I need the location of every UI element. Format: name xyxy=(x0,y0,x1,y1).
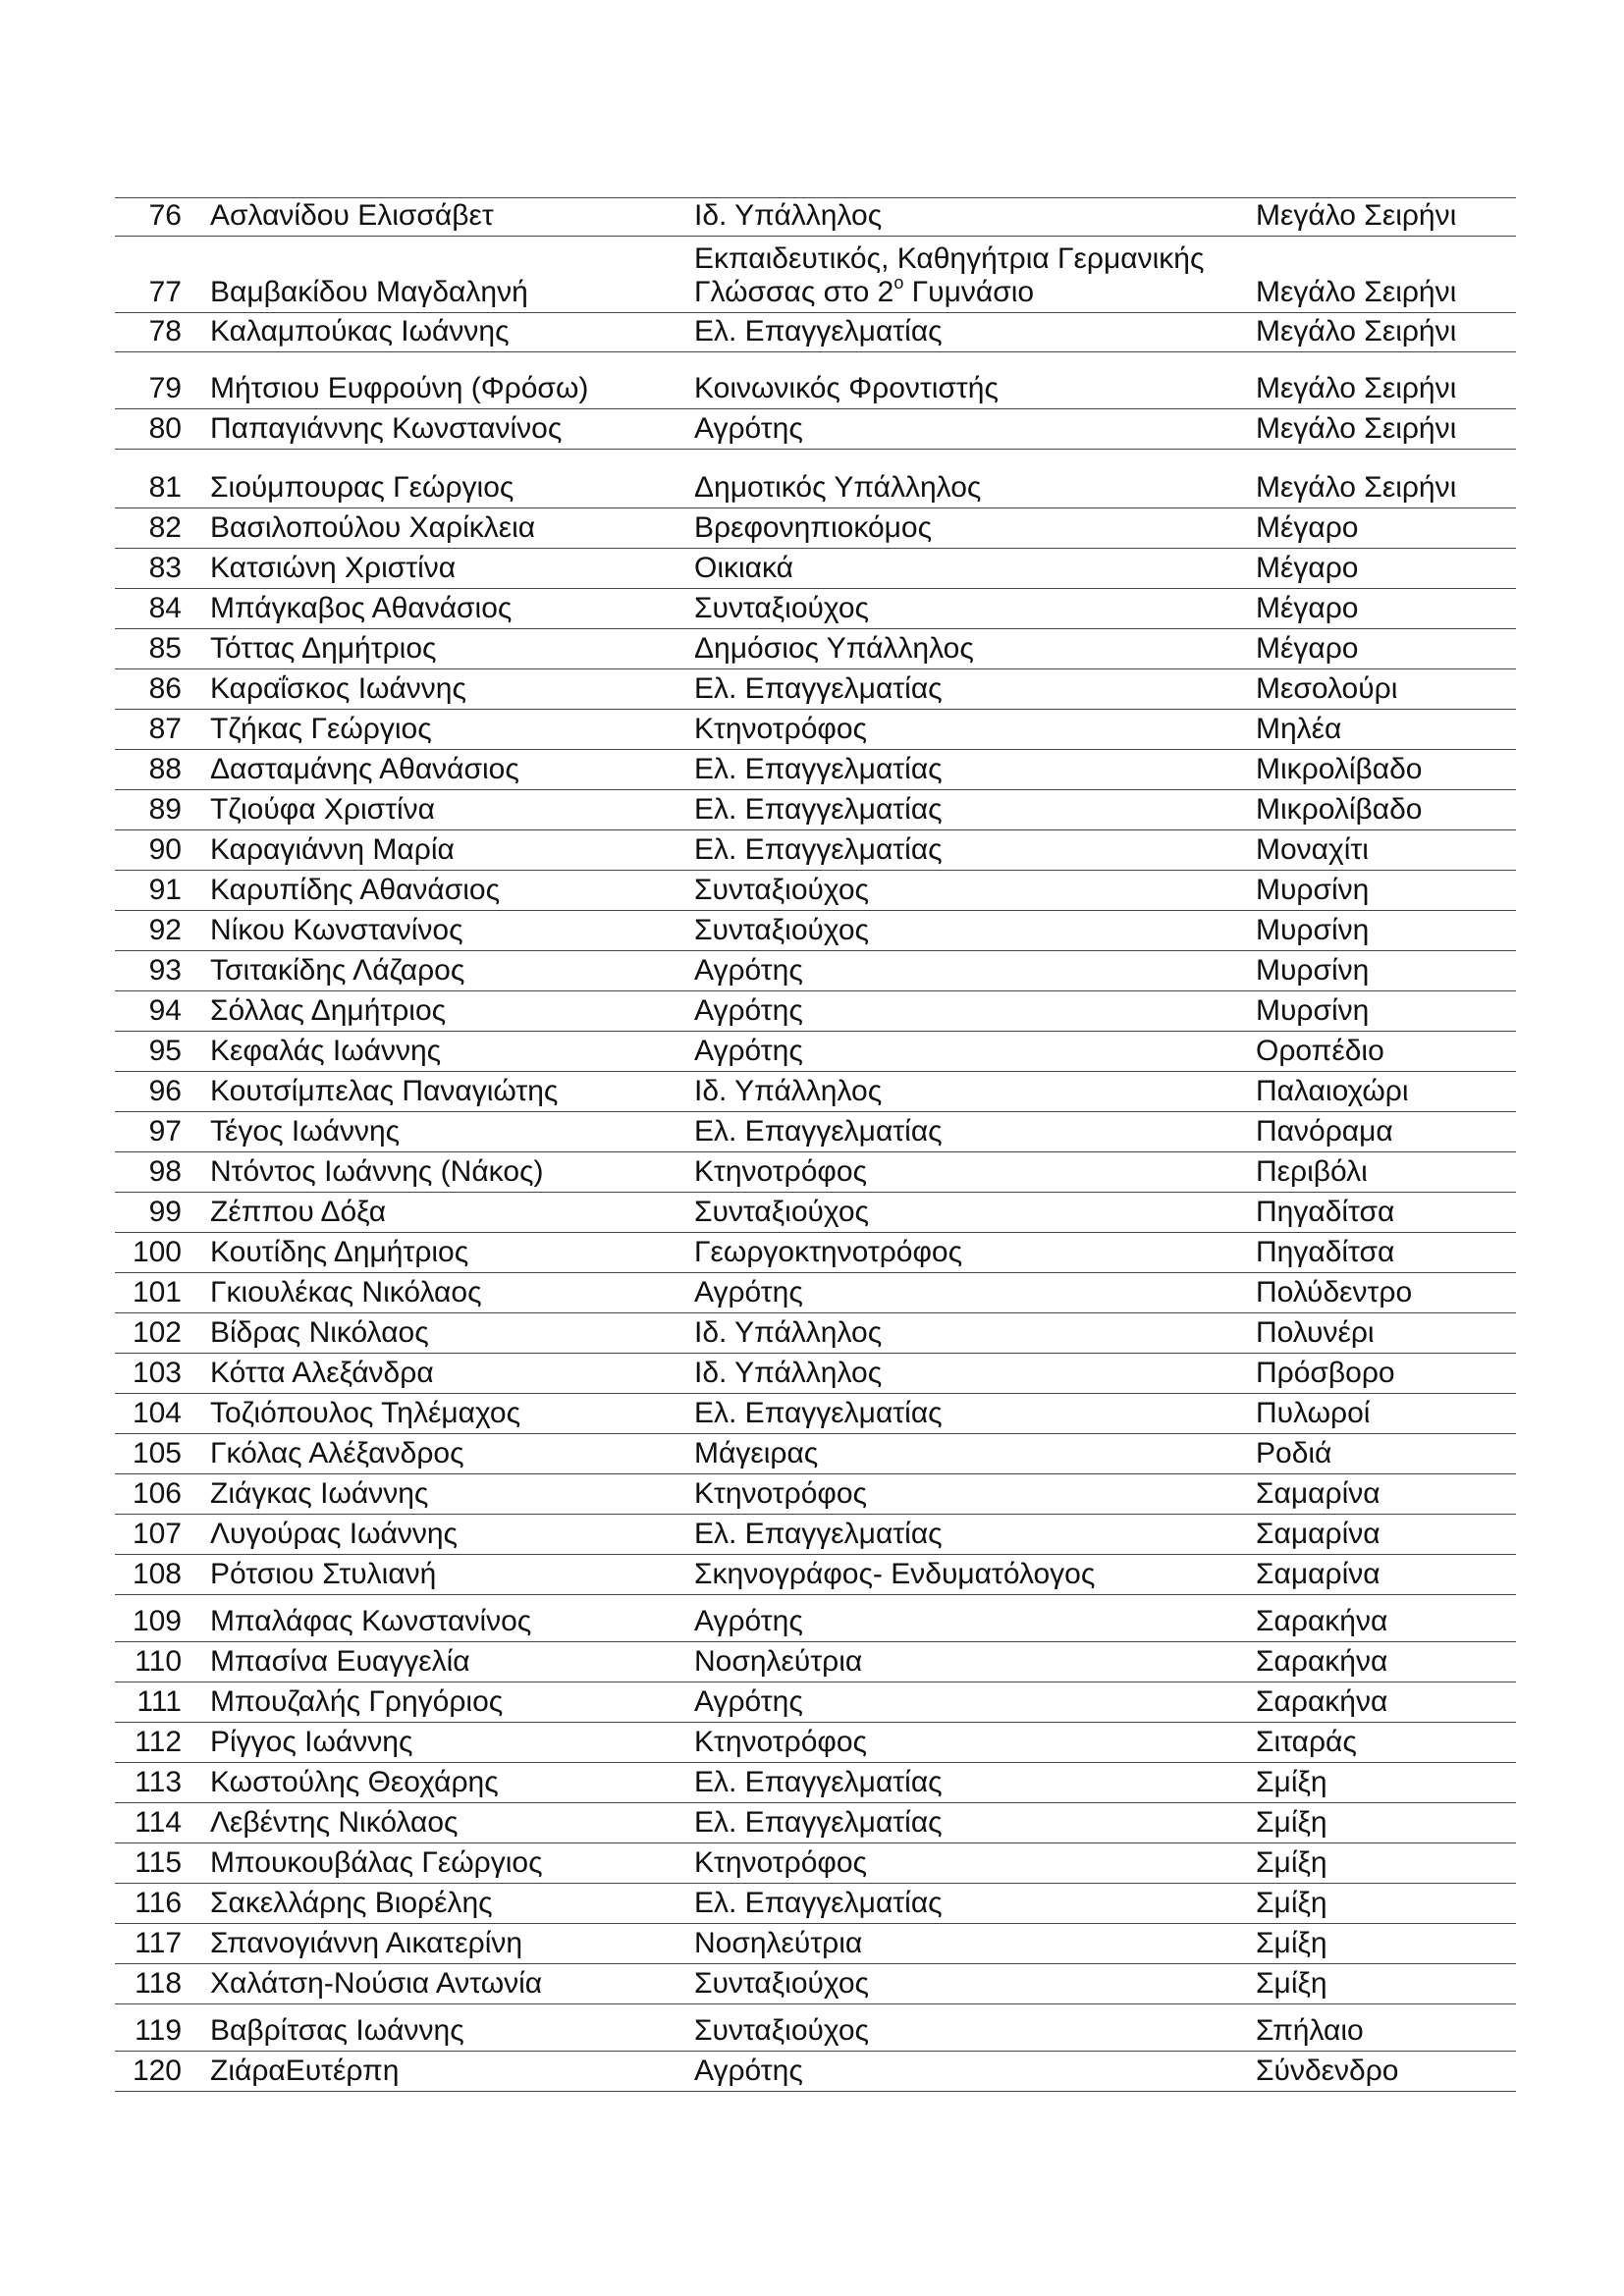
table-row xyxy=(115,1394,1516,1434)
row-occupation: Γεωργοκτηνοτρόφος xyxy=(694,1236,963,1268)
row-number: 76 xyxy=(148,199,182,232)
row-number: 93 xyxy=(148,954,182,987)
members-table xyxy=(115,197,1516,2092)
row-number: 99 xyxy=(148,1196,182,1228)
table-row xyxy=(115,352,1516,409)
row-number: 78 xyxy=(148,315,182,347)
row-location: Μυρσίνη xyxy=(1256,994,1370,1027)
row-name: Ντόντος Ιωάννης (Νάκος) xyxy=(210,1155,544,1188)
row-occupation: Δημοτικός Υπάλληλος xyxy=(694,471,982,504)
table-row xyxy=(115,1555,1516,1595)
row-occupation: Κτηνοτρόφος xyxy=(694,1846,868,1879)
table-row xyxy=(115,313,1516,352)
row-occupation: Ιδ. Υπάλληλος xyxy=(694,1316,883,1349)
row-name: Χαλάτση-Νούσια Αντωνία xyxy=(210,1967,543,2000)
row-location: Σμίξη xyxy=(1256,1927,1327,1959)
row-occupation xyxy=(694,242,1204,309)
row-location: Μικρολίβαδο xyxy=(1256,793,1423,826)
row-location: Μηλέα xyxy=(1256,713,1342,745)
row-location: Μεγάλο Σειρήνι xyxy=(1256,276,1457,308)
row-number: 90 xyxy=(148,833,182,866)
row-occupation: Ελ. Επαγγελματίας xyxy=(694,672,943,705)
row-number: 82 xyxy=(148,511,182,544)
row-location: Σαρακήνα xyxy=(1256,1685,1388,1718)
row-number: 108 xyxy=(132,1558,182,1590)
table-row xyxy=(115,1964,1516,2004)
table-row xyxy=(115,629,1516,669)
table-row xyxy=(115,508,1516,549)
row-number: 101 xyxy=(132,1276,182,1308)
row-occupation: Ελ. Επαγγελματίας xyxy=(694,833,943,866)
row-number: 113 xyxy=(135,1766,182,1798)
table-row xyxy=(115,1642,1516,1682)
row-name: Βαμβακίδου Μαγδαληνή xyxy=(210,276,528,308)
table-row xyxy=(115,237,1516,313)
row-location: Πρόσβορο xyxy=(1256,1357,1395,1389)
row-occupation: Ελ. Επαγγελματίας xyxy=(694,1397,943,1429)
row-name: Μπουζαλής Γρηγόριος xyxy=(210,1685,504,1718)
table-row xyxy=(115,790,1516,830)
table-row xyxy=(115,1313,1516,1354)
row-occupation: Αγρότης xyxy=(694,954,803,987)
table-row xyxy=(115,2004,1516,2052)
row-location: Μοναχίτι xyxy=(1256,833,1369,866)
row-occupation: Αγρότης xyxy=(694,412,803,445)
table-row xyxy=(115,450,1516,508)
row-occupation: Αγρότης xyxy=(694,1605,803,1637)
table-row xyxy=(115,830,1516,871)
table-row xyxy=(115,1193,1516,1233)
row-location: Μεσολούρι xyxy=(1256,672,1398,705)
table-row xyxy=(115,1434,1516,1474)
row-number: 79 xyxy=(148,372,182,404)
row-location: Σαρακήνα xyxy=(1256,1605,1388,1637)
row-location: Σμίξη xyxy=(1256,1967,1327,2000)
row-name: Κουτίδης Δημήτριος xyxy=(210,1236,469,1268)
row-name: Δασταμάνης Αθανάσιος xyxy=(210,753,519,785)
table-row xyxy=(115,1884,1516,1924)
row-name: Μπαλάφας Κωνστανίνος xyxy=(210,1605,532,1637)
row-name: Λεβέντης Νικόλαος xyxy=(210,1806,459,1839)
row-occupation-line-1: Εκπαιδευτικός, Καθηγήτρια Γερμανικής xyxy=(694,242,1205,275)
row-name: Σιούμπουρας Γεώργιος xyxy=(210,471,514,504)
table-row xyxy=(115,1515,1516,1555)
row-location: Μικρολίβαδο xyxy=(1256,753,1423,785)
row-location: Σαμαρίνα xyxy=(1256,1558,1380,1590)
row-occupation: Συνταξιούχος xyxy=(694,1967,869,2000)
row-occupation: Ελ. Επαγγελματίας xyxy=(694,793,943,826)
row-location: Παλαιοχώρι xyxy=(1256,1075,1409,1107)
table-row xyxy=(115,1843,1516,1884)
row-number: 112 xyxy=(135,1726,182,1758)
table-row xyxy=(115,1924,1516,1964)
row-location: Σμίξη xyxy=(1256,1806,1327,1839)
row-number: 94 xyxy=(148,994,182,1027)
row-occupation-line-2 xyxy=(694,273,1204,309)
row-location: Μέγαρο xyxy=(1256,632,1359,665)
table-row xyxy=(115,2052,1516,2092)
row-number: 111 xyxy=(136,1685,182,1718)
table-row xyxy=(115,1032,1516,1072)
row-occupation: Οικιακά xyxy=(694,552,793,584)
table-row xyxy=(115,1803,1516,1843)
row-number: 87 xyxy=(148,713,182,745)
row-occupation: Αγρότης xyxy=(694,1035,803,1067)
row-name: Καραγιάννη Μαρία xyxy=(210,833,455,866)
occupation-text: Γυμνάσιο xyxy=(903,276,1035,308)
row-number: 114 xyxy=(135,1806,182,1839)
table-row xyxy=(115,589,1516,629)
row-location: Σιταράς xyxy=(1256,1726,1357,1758)
row-occupation: Συνταξιούχος xyxy=(694,2014,869,2047)
row-name: Σπανογιάννη Αικατερίνη xyxy=(210,1927,523,1959)
row-number: 116 xyxy=(135,1887,182,1919)
row-name: Τοζιόπουλος Τηλέμαχος xyxy=(210,1397,521,1429)
row-occupation: Δημόσιος Υπάλληλος xyxy=(694,632,974,665)
row-location: Σμίξη xyxy=(1256,1766,1327,1798)
row-location: Ροδιά xyxy=(1256,1437,1332,1469)
row-number: 85 xyxy=(148,632,182,665)
row-name: Καρυπίδης Αθανάσιος xyxy=(210,874,501,906)
row-number: 105 xyxy=(132,1437,182,1469)
ordinal-superscript: ο xyxy=(893,273,904,293)
row-occupation: Συνταξιούχος xyxy=(694,1196,869,1228)
row-occupation: Αγρότης xyxy=(694,2055,803,2087)
table-row xyxy=(115,750,1516,790)
row-number: 102 xyxy=(132,1316,182,1349)
table-row xyxy=(115,669,1516,710)
table-row xyxy=(115,1233,1516,1273)
row-occupation: Αγρότης xyxy=(694,1685,803,1718)
row-name: Ασλανίδου Ελισσάβετ xyxy=(210,199,494,232)
row-name: Ρίγγος Ιωάννης xyxy=(210,1726,413,1758)
table-row xyxy=(115,1595,1516,1642)
row-number: 81 xyxy=(148,471,182,504)
row-occupation: Κτηνοτρόφος xyxy=(694,1726,868,1758)
table-row xyxy=(115,549,1516,589)
table-row xyxy=(115,1152,1516,1193)
row-number: 89 xyxy=(148,793,182,826)
row-name: Λυγούρας Ιωάννης xyxy=(210,1518,458,1550)
row-name: Τόττας Δημήτριος xyxy=(210,632,437,665)
row-name: Τζιούφα Χριστίνα xyxy=(210,793,436,826)
row-name: Μπάγκαβος Αθανάσιος xyxy=(210,592,513,624)
table-row xyxy=(115,1273,1516,1313)
row-occupation: Κοινωνικός Φροντιστής xyxy=(694,372,999,404)
row-location: Μέγαρο xyxy=(1256,552,1359,584)
row-number: 88 xyxy=(148,753,182,785)
row-location: Μέγαρο xyxy=(1256,511,1359,544)
row-location: Μυρσίνη xyxy=(1256,874,1370,906)
row-name: Καραΐσκος Ιωάννης xyxy=(210,672,466,705)
row-occupation: Ελ. Επαγγελματίας xyxy=(694,753,943,785)
row-occupation: Συνταξιούχος xyxy=(694,914,869,946)
table-row xyxy=(115,1072,1516,1112)
row-name: Τζήκας Γεώργιος xyxy=(210,713,432,745)
row-location: Μυρσίνη xyxy=(1256,954,1370,987)
row-number: 118 xyxy=(135,1967,182,2000)
table-row xyxy=(115,409,1516,450)
row-occupation: Συνταξιούχος xyxy=(694,592,869,624)
row-name: Κατσιώνη Χριστίνα xyxy=(210,552,457,584)
row-location: Σύνδενδρο xyxy=(1256,2055,1399,2087)
table-row xyxy=(115,1763,1516,1803)
row-location: Σμίξη xyxy=(1256,1887,1327,1919)
row-number: 106 xyxy=(132,1477,182,1510)
row-name: Κόττα Αλεξάνδρα xyxy=(210,1357,434,1389)
row-occupation: Ιδ. Υπάλληλος xyxy=(694,199,883,232)
row-occupation: Ελ. Επαγγελματίας xyxy=(694,1518,943,1550)
row-number: 91 xyxy=(148,874,182,906)
row-occupation: Συνταξιούχος xyxy=(694,874,869,906)
row-number: 103 xyxy=(132,1357,182,1389)
row-occupation: Μάγειρας xyxy=(694,1437,819,1469)
table-row xyxy=(115,911,1516,951)
table-row xyxy=(115,1112,1516,1152)
row-name: Σακελλάρης Βιορέλης xyxy=(210,1887,493,1919)
table-row xyxy=(115,1354,1516,1394)
row-name: Βασιλοπούλου Χαρίκλεια xyxy=(210,511,536,544)
row-location: Περιβόλι xyxy=(1256,1155,1368,1188)
row-number: 104 xyxy=(132,1397,182,1429)
row-location: Μεγάλο Σειρήνι xyxy=(1256,412,1457,445)
row-occupation: Ιδ. Υπάλληλος xyxy=(694,1075,883,1107)
row-name: Τέγος Ιωάννης xyxy=(210,1115,401,1148)
row-name: Σόλλας Δημήτριος xyxy=(210,994,447,1027)
row-location: Μεγάλο Σειρήνι xyxy=(1256,199,1457,232)
row-number: 110 xyxy=(135,1645,182,1678)
table-row xyxy=(115,1474,1516,1515)
row-occupation: Ελ. Επαγγελματίας xyxy=(694,1806,943,1839)
row-location: Σαμαρίνα xyxy=(1256,1518,1380,1550)
row-name: Μπασίνα Ευαγγελία xyxy=(210,1645,470,1678)
row-occupation: Ελ. Επαγγελματίας xyxy=(694,1887,943,1919)
row-occupation: Αγρότης xyxy=(694,1276,803,1308)
row-name: Μήτσιου Ευφρούνη (Φρόσω) xyxy=(210,372,589,404)
row-name: Ζιάγκας Ιωάννης xyxy=(210,1477,429,1510)
row-number: 77 xyxy=(148,276,182,308)
row-name: Παπαγιάννης Κωνστανίνος xyxy=(210,412,563,445)
row-name: Καλαμπούκας Ιωάννης xyxy=(210,315,510,347)
row-name: Ρότσιου Στυλιανή xyxy=(210,1558,437,1590)
row-number: 92 xyxy=(148,914,182,946)
row-occupation: Αγρότης xyxy=(694,994,803,1027)
row-location: Πηγαδίτσα xyxy=(1256,1196,1395,1228)
row-number: 95 xyxy=(148,1035,182,1067)
table-row xyxy=(115,1723,1516,1763)
row-number: 117 xyxy=(135,1927,182,1959)
row-name: Κεφαλάς Ιωάννης xyxy=(210,1035,442,1067)
row-location: Μέγαρο xyxy=(1256,592,1359,624)
row-number: 100 xyxy=(132,1236,182,1268)
row-number: 84 xyxy=(148,592,182,624)
table-row xyxy=(115,710,1516,750)
table-row xyxy=(115,871,1516,911)
row-name: Μπουκουβάλας Γεώργιος xyxy=(210,1846,543,1879)
row-name: Βαβρίτσας Ιωάννης xyxy=(210,2014,464,2047)
row-number: 119 xyxy=(135,2014,182,2047)
row-location: Οροπέδιο xyxy=(1256,1035,1384,1067)
row-number: 98 xyxy=(148,1155,182,1188)
row-occupation: Ελ. Επαγγελματίας xyxy=(694,1115,943,1148)
occupation-text: Γλώσσας στο 2 xyxy=(694,276,894,308)
table-row xyxy=(115,1682,1516,1723)
row-occupation: Κτηνοτρόφος xyxy=(694,713,868,745)
row-name: Ζέππου Δόξα xyxy=(210,1196,387,1228)
row-number: 80 xyxy=(148,412,182,445)
row-number: 109 xyxy=(132,1605,182,1637)
row-location: Μεγάλο Σειρήνι xyxy=(1256,372,1457,404)
row-location: Σμίξη xyxy=(1256,1846,1327,1879)
table-row xyxy=(115,991,1516,1032)
row-location: Μεγάλο Σειρήνι xyxy=(1256,471,1457,504)
row-location: Σαρακήνα xyxy=(1256,1645,1388,1678)
row-location: Σαμαρίνα xyxy=(1256,1477,1380,1510)
row-occupation: Ιδ. Υπάλληλος xyxy=(694,1357,883,1389)
row-number: 96 xyxy=(148,1075,182,1107)
row-name: Γκόλας Αλέξανδρος xyxy=(210,1437,464,1469)
row-location: Πολυνέρι xyxy=(1256,1316,1375,1349)
row-occupation: Σκηνογράφος- Ενδυματόλογος xyxy=(694,1558,1096,1590)
table-row xyxy=(115,197,1516,237)
row-location: Πανόραμα xyxy=(1256,1115,1393,1148)
row-number: 107 xyxy=(132,1518,182,1550)
row-name: ΖιάραΕυτέρπη xyxy=(210,2055,400,2087)
row-number: 83 xyxy=(148,552,182,584)
row-name: Κουτσίμπελας Παναγιώτης xyxy=(210,1075,559,1107)
table-row xyxy=(115,951,1516,991)
row-occupation: Νοσηλεύτρια xyxy=(694,1645,863,1678)
row-location: Πηγαδίτσα xyxy=(1256,1236,1395,1268)
row-name: Βίδρας Νικόλαος xyxy=(210,1316,429,1349)
row-location: Σπήλαιο xyxy=(1256,2014,1364,2047)
row-number: 86 xyxy=(148,672,182,705)
row-occupation: Ελ. Επαγγελματίας xyxy=(694,315,943,347)
row-occupation: Βρεφονηπιοκόμος xyxy=(694,511,933,544)
row-number: 115 xyxy=(135,1846,182,1879)
row-name: Τσιτακίδης Λάζαρος xyxy=(210,954,465,987)
row-location: Μεγάλο Σειρήνι xyxy=(1256,315,1457,347)
row-name: Γκιουλέκας Νικόλαος xyxy=(210,1276,482,1308)
row-number: 120 xyxy=(132,2055,182,2087)
row-name: Κωστούλης Θεοχάρης xyxy=(210,1766,499,1798)
row-occupation: Ελ. Επαγγελματίας xyxy=(694,1766,943,1798)
row-name: Νίκου Κωνστανίνος xyxy=(210,914,463,946)
row-location: Πολύδεντρο xyxy=(1256,1276,1413,1308)
row-occupation: Νοσηλεύτρια xyxy=(694,1927,863,1959)
row-occupation: Κτηνοτρόφος xyxy=(694,1155,868,1188)
row-location: Πυλωροί xyxy=(1256,1397,1371,1429)
row-location: Μυρσίνη xyxy=(1256,914,1370,946)
row-occupation: Κτηνοτρόφος xyxy=(694,1477,868,1510)
row-number: 97 xyxy=(148,1115,182,1148)
